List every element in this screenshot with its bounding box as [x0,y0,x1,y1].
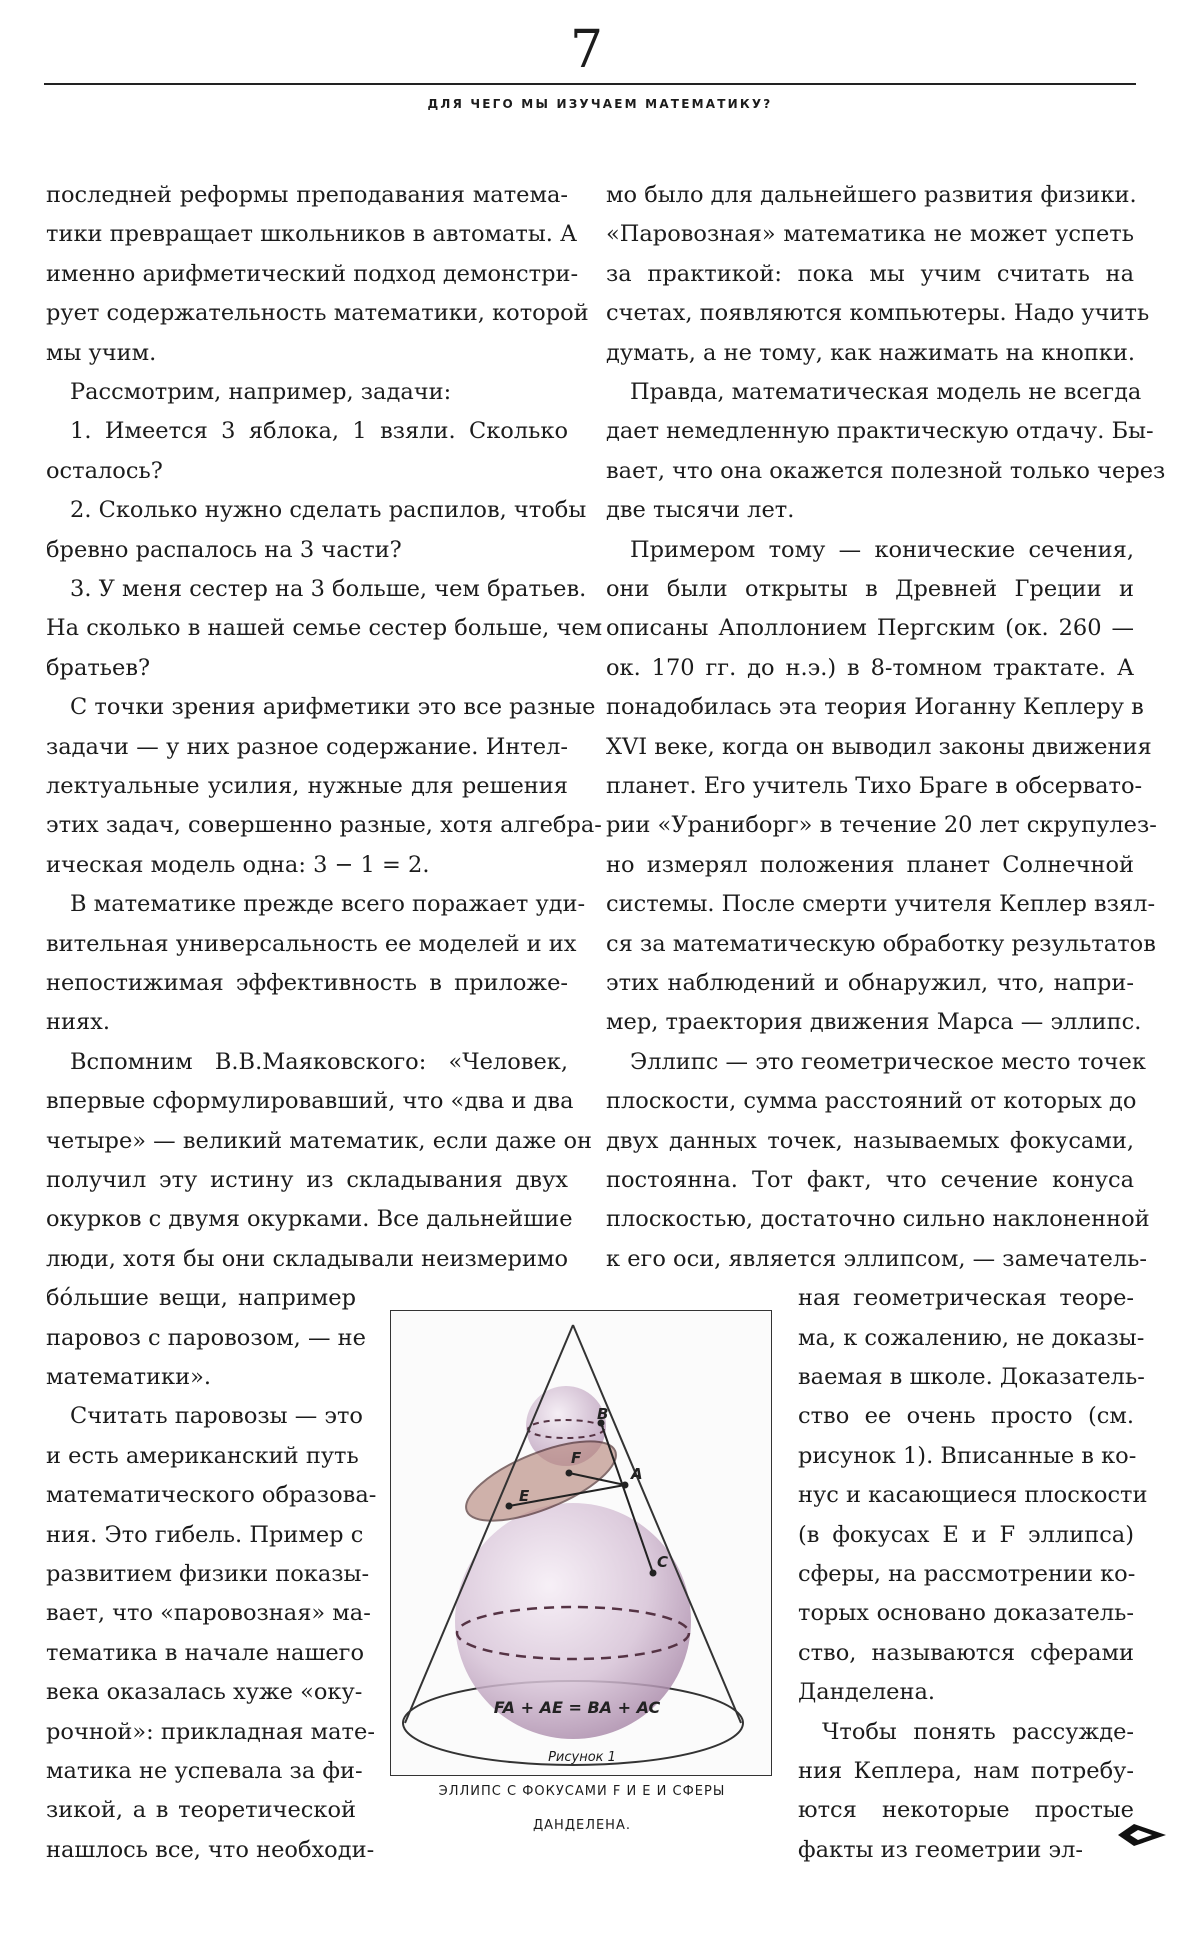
text-line: факты из геометрии эл- [798,1836,1083,1863]
text-line: описаны Аполлонием Пергским (ок. 260 — [606,615,1134,642]
text-line: счетах, появляются компьютеры. Надо учить [606,300,1150,327]
text-line: развитием физики показы- [46,1561,370,1587]
text-line: На сколько в нашей семье сестер больше, чем [46,615,603,642]
text-line: задачи — у них разное содержание. Интел- [46,733,568,760]
text-line: XVI веке, когда он выводил законы движения [606,733,1152,760]
text-line: «Паровозная» математика не может успеть [606,221,1134,248]
text-line: братьев? [46,654,151,681]
text-line: рисунок 1). Вписанные в ко- [798,1442,1137,1469]
text-line: паровоз с паровозом, — не [46,1324,366,1351]
text-line: впервые сформулировавший, что «два и два [46,1088,574,1115]
label-F: F [571,1449,582,1467]
label-A: A [631,1465,643,1483]
text-line: нашлось все, что необходи- [46,1836,375,1863]
point-E [506,1503,513,1510]
text-line: непостижимая эффективность в приложе- [46,970,568,996]
text-line: века оказалась хуже «оку- [46,1679,363,1706]
text-line: получил эту истину из складывания двух [46,1167,568,1193]
page-number: 7 [570,20,604,80]
label-B: B [597,1405,609,1423]
text-line: матика не успевала за фи- [46,1758,363,1784]
text-line: мер, траектория движения Марса — эллипс. [606,1009,1142,1036]
text-line: бо́льшие вещи, например [46,1285,356,1312]
text-line: тематика в начале нашего [46,1639,365,1666]
next-page-arrow-icon [1116,1822,1168,1848]
text-line: математического образова- [46,1482,377,1509]
text-line: ная геометрическая теоре- [798,1285,1134,1312]
text-line: 3. У меня сестер на 3 больше, чем братьев. [70,576,587,602]
text-line: думать, а не тому, как нажимать на кнопки. [606,339,1136,366]
label-C: C [657,1553,669,1571]
text-line: последней реформы преподавания матема- [46,182,568,208]
text-line: торых основано доказатель- [798,1600,1134,1627]
text-line: рии «Ураниборг» в течение 20 лет скрупулез- [606,812,1157,839]
text-line: постоянна. Тот факт, что сечение конуса [606,1167,1134,1193]
text-line: рует содержательность математики, которой [46,300,589,327]
point-C [650,1570,657,1577]
text-line: но измерял положения планет Солнечной [606,851,1134,878]
text-line: планет. Его учитель Тихо Браге в обсервато- [606,773,1143,799]
text-line: понадобилась эта теория Иоганну Кеплеру в [606,694,1144,721]
text-line: Данделена. [798,1679,936,1706]
text-line: и есть американский путь [46,1442,359,1469]
text-line: тики превращает школьников в автоматы. А [46,221,578,248]
text-line: мы учим. [46,339,157,366]
text-line: (в фокусах E и F эллипса) [798,1521,1134,1548]
text-line: ство, называются сферами [798,1639,1134,1666]
point-A [622,1482,629,1489]
text-line: Вспомним В.В.Маяковского: «Человек, [70,1048,568,1075]
text-line: ются некоторые простые [798,1797,1134,1824]
text-line: к его оси, является эллипсом, — замечатель- [606,1245,1148,1272]
text-line: именно арифметический подход демонстри- [46,260,579,287]
text-line: Чтобы понять рассужде- [822,1718,1134,1745]
text-line: ваемая в школе. Доказатель- [798,1364,1145,1390]
text-line: ство ее очень просто (см. [798,1403,1134,1430]
text-line: Примером тому — конические сечения, [630,536,1134,563]
text-line: зикой, а в теоретической [46,1797,356,1824]
text-line: системы. После смерти учителя Кеплер взял- [606,891,1156,918]
text-line: ок. 170 гг. до н.э.) в 8-томном трактате. А [606,654,1134,681]
cone-diagram [391,1311,771,1775]
text-line: мо было для дальнейшего развития физики. [606,182,1137,208]
text-line: Эллипс — это геометрическое место точек [630,1048,1146,1075]
figure-caption-line-2: ДАНДЕЛЕНА. [533,1818,631,1833]
text-line: 1. Имеется 3 яблока, 1 взяли. Сколько [70,418,568,445]
text-line: Считать паровозы — это [70,1403,363,1430]
text-line: люди, хотя бы они складывали неизмеримо [46,1245,568,1272]
text-line: ния. Это гибель. Пример с [46,1521,364,1548]
text-line: вает, что она окажется полезной только через [606,457,1166,484]
text-line: С точки зрения арифметики это все разные [70,694,596,721]
text-line: лектуальные усилия, нужные для решения [46,773,568,799]
text-line: ния Кеплера, нам потребу- [798,1758,1134,1784]
formula: FA + AE = BA + AC [493,1698,661,1717]
text-line: сферы, на рассмотрении ко- [798,1561,1136,1587]
text-line: В математике прежде всего поражает уди- [70,891,586,918]
label-E: E [519,1487,530,1505]
text-line: рочной»: прикладная мате- [46,1718,375,1745]
text-line: за практикой: пока мы учим считать на [606,260,1134,287]
point-F [566,1470,573,1477]
text-line: они были открыты в Древней Греции и [606,576,1134,602]
text-line: ическая модель одна: 3 − 1 = 2. [46,851,430,878]
text-line: Правда, математическая модель не всегда [630,379,1142,405]
text-line: четыре» — великий математик, если даже он [46,1127,593,1154]
text-line: ма, к сожалению, не доказы- [798,1324,1145,1351]
text-line: бревно распалось на 3 части? [46,536,402,563]
running-header: ДЛЯ ЧЕГО МЫ ИЗУЧАЕМ МАТЕМАТИКУ? [427,97,773,111]
figure-caption-line-1: ЭЛЛИПС С ФОКУСАМИ F И E И СФЕРЫ [438,1784,726,1799]
text-line: окурков с двумя окурками. Все дальнейшие [46,1206,573,1233]
text-line: плоскостью, достаточно сильно наклоненной [606,1206,1150,1233]
text-line: дает немедленную практическую отдачу. Бы- [606,418,1154,445]
text-line: двух данных точек, называемых фокусами, [606,1127,1134,1154]
text-line: Рассмотрим, например, задачи: [70,379,452,405]
text-line: вает, что «паровозная» ма- [46,1600,371,1627]
text-line: математики». [46,1364,212,1390]
header-rule [44,83,1136,85]
text-line: нус и касающиеся плоскости [798,1482,1148,1509]
text-line: этих задач, совершенно разные, хотя алгебра- [46,812,602,839]
figure-number-label: Рисунок 1 [548,1750,616,1765]
text-line: вительная универсальность ее моделей и их [46,930,577,957]
text-line: осталось? [46,457,163,484]
text-line: две тысячи лет. [606,497,795,524]
text-line: этих наблюдений и обнаружил, что, напри- [606,970,1134,996]
text-line: ниях. [46,1009,111,1036]
text-line: плоскости, сумма расстояний от которых до [606,1088,1137,1115]
figure-1 [390,1310,772,1776]
text-line: 2. Сколько нужно сделать распилов, чтобы [70,497,587,524]
text-line: ся за математическую обработку результатов [606,930,1156,957]
